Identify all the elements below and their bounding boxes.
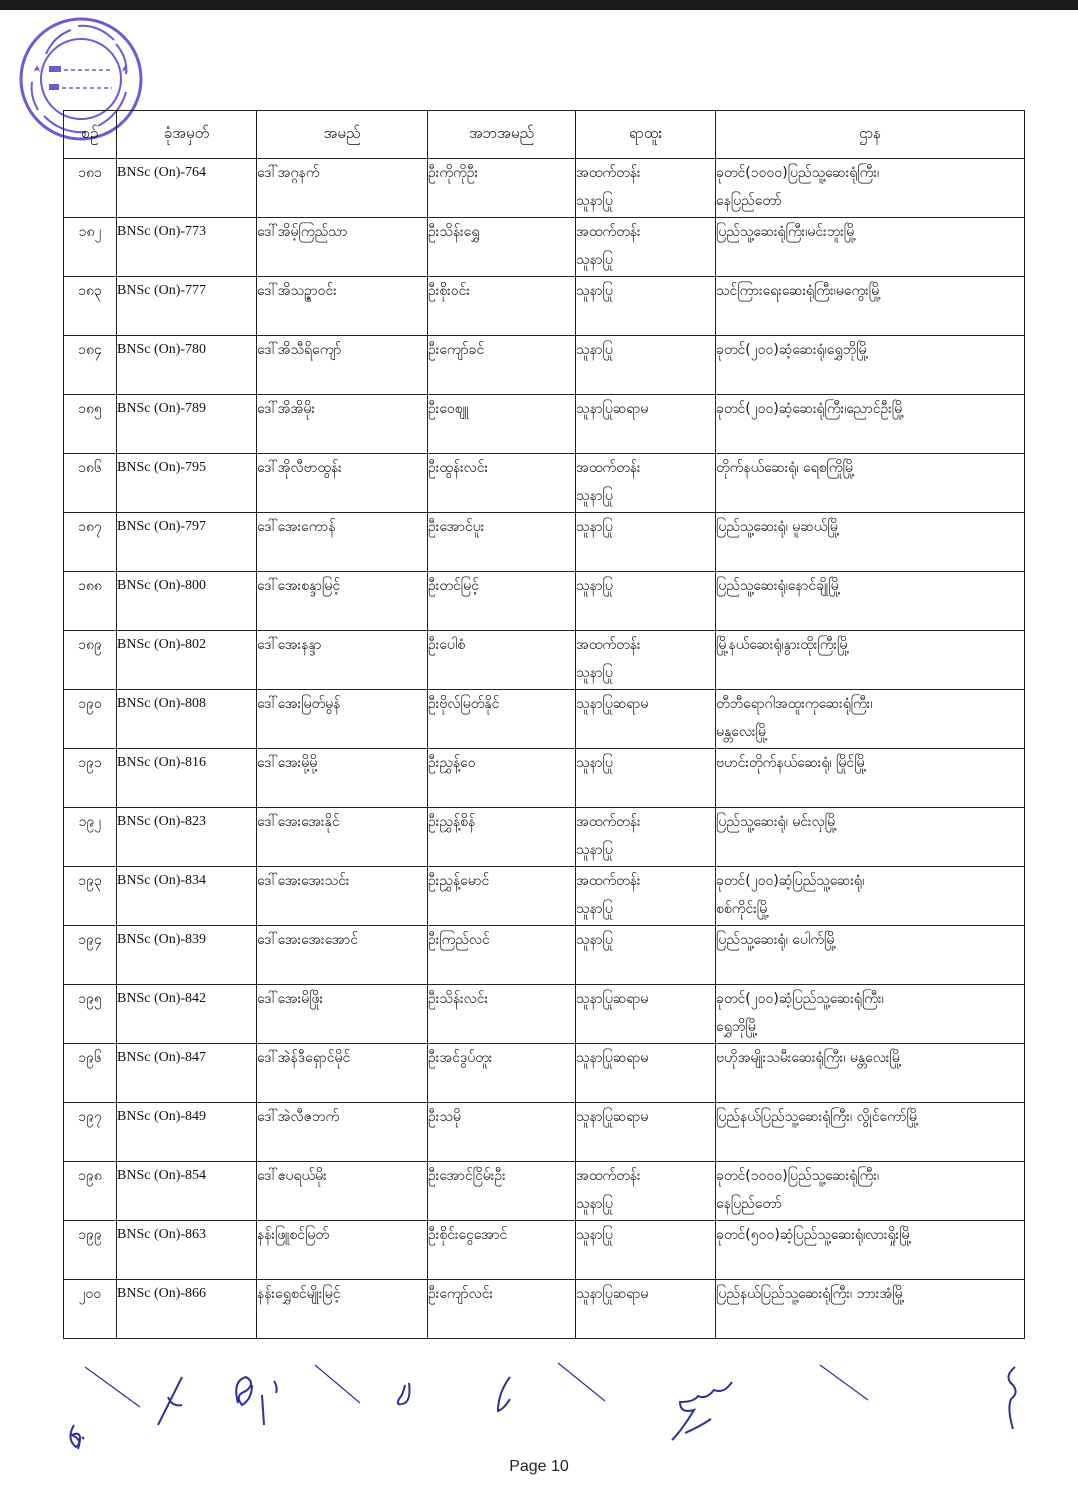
rank-line: သူနာပြု [576, 342, 613, 358]
department-line: ပြည်နယ်ပြည်သူ့ဆေးရုံကြီး၊ ဘားအံမြို့ [716, 1286, 905, 1302]
seat-number-cell: BNSc (On)-823 [117, 808, 257, 867]
table-row [64, 867, 1025, 926]
serial-cell: ၁၈၈ [64, 572, 117, 631]
department-line: ဗဟိုအမျိုးသမီးဆေးရုံကြီး၊ မန္တလေးမြို့ [716, 1050, 902, 1066]
rank-cell [576, 867, 716, 926]
diagonal-stroke [85, 1367, 140, 1407]
rank-line: သူနာပြု [576, 252, 613, 268]
table-row [64, 572, 1025, 631]
rank-cell [576, 1162, 716, 1221]
father-name-cell: ဦးအောင်ငြိမ်းဦး [428, 1162, 576, 1221]
rank-cell [576, 749, 716, 808]
rank-cell [576, 985, 716, 1044]
department-line: တိုက်နယ်ဆေးရုံ၊ ရေစကြိုမြို့ [716, 460, 856, 476]
seat-number-cell: BNSc (On)-773 [117, 218, 257, 277]
rank-cell [576, 218, 716, 277]
serial-cell: ၁၈၉ [64, 631, 117, 690]
serial-cell: ၁၉၁ [64, 749, 117, 808]
rank-line: သူနာပြု [576, 283, 613, 299]
department-line: နေပြည်တော် [716, 1196, 782, 1212]
serial-cell: ၁၉၄ [64, 926, 117, 985]
department-cell [716, 1162, 1025, 1221]
serial-cell: ၁၈၆ [64, 454, 117, 513]
rank-line: သူနာပြုဆရာမ [576, 991, 649, 1007]
name-cell: ဒေါ်အဲန်ဒီရှောင်မိုင် [257, 1044, 428, 1103]
department-cell [716, 454, 1025, 513]
table-header-row [64, 111, 1025, 159]
department-line: ပြည်သူ့ဆေးရုံ၊နောင်ချိုမြို့ [716, 578, 841, 594]
name-cell: ဒေါ်အေးအေးသင်း [257, 867, 428, 926]
rank-line: အထက်တန်း [576, 873, 641, 889]
name-cell: နန်းရွှေစင်မျိုးမြင့် [257, 1280, 428, 1339]
table-row [64, 631, 1025, 690]
name-cell: ဒေါ်အေးမို့မို့ [257, 749, 428, 808]
department-cell [716, 926, 1025, 985]
rank-line: အထက်တန်း [576, 1168, 641, 1184]
name-cell: ဒေါ်အိအိမိုး [257, 395, 428, 454]
rank-cell [576, 395, 716, 454]
rank-cell [576, 1103, 716, 1162]
seat-number-cell: BNSc (On)-816 [117, 749, 257, 808]
seat-number-cell: BNSc (On)-795 [117, 454, 257, 513]
serial-cell: ၁၉၃ [64, 867, 117, 926]
department-cell [716, 572, 1025, 631]
table-row [64, 926, 1025, 985]
rank-line: သူနာပြု [576, 193, 613, 209]
department-line: စစ်ကိုင်းမြို့ [716, 901, 770, 917]
father-name-cell: ဦးစိုင်းငွေအောင် [428, 1221, 576, 1280]
serial-cell: ၁၉၀ [64, 690, 117, 749]
serial-cell: ၁၈၄ [64, 336, 117, 395]
signature-mark [236, 1377, 276, 1425]
seat-number-cell: BNSc (On)-780 [117, 336, 257, 395]
name-cell: ဒေါ်အဲလီဇဘက် [257, 1103, 428, 1162]
father-name-cell: ဦးဗိုလ်မြတ်နိုင် [428, 690, 576, 749]
signature-mark [158, 1377, 182, 1425]
rank-line: သူနာပြု [576, 755, 613, 771]
seat-number-cell: BNSc (On)-854 [117, 1162, 257, 1221]
name-cell: ဒေါ်အေးမြတ်မွန် [257, 690, 428, 749]
header-department: ဌာန [716, 111, 1025, 159]
department-line: ခုတင်(၂၀၀)ဆံ့ပြည်သူ့ဆေးရုံ၊ [716, 873, 865, 889]
table-row [64, 336, 1025, 395]
name-cell: နန်းဖြူစင်မြတ် [257, 1221, 428, 1280]
serial-cell: ၁၈၇ [64, 513, 117, 572]
name-cell: ဒေါ်အေးကောန် [257, 513, 428, 572]
table-row [64, 513, 1025, 572]
table-row [64, 1103, 1025, 1162]
header-name: အမည် [257, 111, 428, 159]
father-name-cell: ဦးတင်မြင့် [428, 572, 576, 631]
rank-cell [576, 513, 716, 572]
father-name-cell: ဦးညွှန့်မောင် [428, 867, 576, 926]
department-line: မန္တလေးမြို့ [716, 724, 769, 740]
department-line: ခုတင်(၁၀၀၀)ပြည်သူ့ဆေးရုံကြီး၊ [716, 1168, 880, 1184]
father-name-cell: ဦးသိန်းလင်း [428, 985, 576, 1044]
rank-line: အထက်တန်း [576, 637, 641, 653]
department-line: ခုတင်(၂၀၀)ဆံ့ဆေးရုံ၊ရွှေဘိုမြို့ [716, 342, 869, 358]
name-cell: ဒေါ်အဂ္ဂနက် [257, 159, 428, 218]
seat-number-cell: BNSc (On)-808 [117, 690, 257, 749]
rank-line: သူနာပြုဆရာမ [576, 1109, 649, 1125]
department-cell [716, 513, 1025, 572]
seat-number-cell: BNSc (On)-777 [117, 277, 257, 336]
department-cell [716, 867, 1025, 926]
rank-line: သူနာပြု [576, 488, 613, 504]
rank-cell [576, 336, 716, 395]
signatures-area [60, 1355, 1020, 1455]
department-line: ရွှေဘိုမြို့ [716, 1019, 758, 1035]
serial-cell: ၁၉၈ [64, 1162, 117, 1221]
rank-cell [576, 572, 716, 631]
rank-line: အထက်တန်း [576, 224, 641, 240]
department-cell [716, 631, 1025, 690]
father-name-cell: ဦးစိုးဝင်း [428, 277, 576, 336]
serial-cell: ၁၉၉ [64, 1221, 117, 1280]
name-cell: ဒေါ်အိသဥ္ဇာဝင်း [257, 277, 428, 336]
rank-cell [576, 159, 716, 218]
department-line: ပြည်နယ်ပြည်သူ့ဆေးရုံကြီး၊ လွိုင်ကော်မြို့ [716, 1109, 920, 1125]
name-cell: ဒေါ်အေးနန္ဒာ [257, 631, 428, 690]
table-row [64, 218, 1025, 277]
department-line: ပြည်သူ့ဆေးရုံကြီး၊မင်းဘူးမြို့ [716, 224, 857, 240]
seat-number-cell: BNSc (On)-863 [117, 1221, 257, 1280]
serial-cell: ၁၈၁ [64, 159, 117, 218]
table-row [64, 1044, 1025, 1103]
seat-number-cell: BNSc (On)-834 [117, 867, 257, 926]
father-name-cell: ဦးထွန်းလင်း [428, 454, 576, 513]
serial-cell: ၁၈၃ [64, 277, 117, 336]
header-serial: စဉ် [64, 111, 117, 159]
diagonal-stroke [558, 1363, 605, 1401]
seat-number-cell: BNSc (On)-764 [117, 159, 257, 218]
father-name-cell: ဦးအင်ဒွပ်တူး [428, 1044, 576, 1103]
name-cell: ဒေါ်အေးမိဖြိုး [257, 985, 428, 1044]
serial-cell: ၁၉၇ [64, 1103, 117, 1162]
seat-number-cell: BNSc (On)-847 [117, 1044, 257, 1103]
table-row [64, 395, 1025, 454]
seat-number-cell: BNSc (On)-866 [117, 1280, 257, 1339]
department-line: ခုတင်(၅၀၀)ဆံ့ပြည်သူ့ဆေးရုံ၊လားရှိုးမြို့ [716, 1227, 912, 1243]
department-cell [716, 1280, 1025, 1339]
father-name-cell: ဦးကြည်လင် [428, 926, 576, 985]
signature-mark [70, 1425, 84, 1449]
rank-cell [576, 1221, 716, 1280]
rank-line: အထက်တန်း [576, 165, 641, 181]
table-row [64, 277, 1025, 336]
serial-cell: ၂၀၀ [64, 1280, 117, 1339]
department-line: နေပြည်တော် [716, 193, 782, 209]
table-row [64, 808, 1025, 867]
name-cell: ဒေါ်အေးအေးနိုင် [257, 808, 428, 867]
department-line: ပြည်သူ့ဆေးရုံ၊ မင်းလှမြို့ [716, 814, 838, 830]
nominee-table [63, 110, 1025, 1339]
father-name-cell: ဦးအောင်ပူး [428, 513, 576, 572]
name-cell: ဒေါ်အိုလီဗာထွန်း [257, 454, 428, 513]
department-line: ပြည်သူ့ဆေးရုံ၊ ပေါက်မြို့ [716, 932, 837, 948]
seat-number-cell: BNSc (On)-839 [117, 926, 257, 985]
rank-line: အထက်တန်း [576, 460, 641, 476]
table-row [64, 1280, 1025, 1339]
department-cell [716, 1044, 1025, 1103]
seat-number-cell: BNSc (On)-797 [117, 513, 257, 572]
rank-line: သူနာပြုဆရာမ [576, 1286, 649, 1302]
department-line: သင်ကြားရေးဆေးရုံကြီး၊မကွေးမြို့ [716, 283, 882, 299]
table-row [64, 690, 1025, 749]
seat-number-cell: BNSc (On)-800 [117, 572, 257, 631]
department-cell [716, 690, 1025, 749]
father-name-cell: ဦးညွှန့်စိန် [428, 808, 576, 867]
page-number: Page 10 [509, 1458, 569, 1475]
rank-line: သူနာပြု [576, 932, 613, 948]
seat-number-cell: BNSc (On)-849 [117, 1103, 257, 1162]
department-line: ဗဟင်းတိုက်နယ်ဆေးရုံ၊ မြိုင်မြို့ [716, 755, 867, 771]
name-cell: ဒေါ်အေးစန္ဒာမြင့် [257, 572, 428, 631]
department-line: ခုတင်(၂၀၀)ဆံ့ဆေးရုံကြီး၊ညောင်ဦးမြို့ [716, 401, 905, 417]
department-cell [716, 985, 1025, 1044]
rank-line: အထက်တန်း [576, 814, 641, 830]
father-name-cell: ဦးကျော်ခင် [428, 336, 576, 395]
father-name-cell: ဦးဝေစျူ [428, 395, 576, 454]
rank-cell [576, 926, 716, 985]
department-cell [716, 159, 1025, 218]
table-row [64, 749, 1025, 808]
serial-cell: ၁၉၂ [64, 808, 117, 867]
rank-cell [576, 454, 716, 513]
header-rank: ရာထူး [576, 111, 716, 159]
signature-mark [498, 1377, 510, 1411]
signature-mark [672, 1382, 732, 1440]
seat-number-cell: BNSc (On)-789 [117, 395, 257, 454]
serial-cell: ၁၉၆ [64, 1044, 117, 1103]
signature-mark [398, 1383, 410, 1404]
rank-line: သူနာပြု [576, 519, 613, 535]
rank-cell [576, 631, 716, 690]
diagonal-stroke [820, 1365, 868, 1400]
department-cell [716, 749, 1025, 808]
table-row [64, 985, 1025, 1044]
department-line: တီဘီရောဂါအထူးကုဆေးရုံကြီး၊ [716, 696, 873, 712]
rank-line: သူနာပြု [576, 1227, 613, 1243]
serial-cell: ၁၉၅ [64, 985, 117, 1044]
rank-line: သူနာပြု [576, 842, 613, 858]
department-line: ခုတင်(၂၀၀)ဆံ့ပြည်သူ့ဆေးရုံကြီး၊ [716, 991, 884, 1007]
rank-cell [576, 690, 716, 749]
signature-mark [1008, 1367, 1015, 1429]
rank-line: သူနာပြုဆရာမ [576, 401, 649, 417]
name-cell: ဒေါ်အေးအေးအောင် [257, 926, 428, 985]
table-row [64, 159, 1025, 218]
diagonal-stroke [315, 1365, 360, 1403]
department-line: မြို့နယ်ဆေးရုံ၊နွားထိုးကြီးမြို့ [716, 637, 850, 653]
rank-line: သူနာပြုဆရာမ [576, 696, 649, 712]
rank-line: သူနာပြု [576, 901, 613, 917]
seat-number-cell: BNSc (On)-802 [117, 631, 257, 690]
department-cell [716, 336, 1025, 395]
father-name-cell: ဦးသိန်းရွှေ [428, 218, 576, 277]
table-row [64, 1162, 1025, 1221]
department-cell [716, 395, 1025, 454]
father-name-cell: ဦးပေါစံ [428, 631, 576, 690]
department-line: ခုတင်(၁၀၀၀)ပြည်သူ့ဆေးရုံကြီး၊ [716, 165, 880, 181]
serial-cell: ၁၈၅ [64, 395, 117, 454]
father-name-cell: ဦးကိုကိုဦး [428, 159, 576, 218]
header-seat-number: ခုံအမှတ် [117, 111, 257, 159]
father-name-cell: ဦးကျော်လင်း [428, 1280, 576, 1339]
rank-line: သူနာပြု [576, 578, 613, 594]
rank-line: သူနာပြု [576, 665, 613, 681]
top-edge-bar [0, 0, 1078, 10]
name-cell: ဒေါ်အိမ့်ကြည်သာ [257, 218, 428, 277]
table-row [64, 1221, 1025, 1280]
department-cell [716, 1103, 1025, 1162]
serial-cell: ၁၈၂ [64, 218, 117, 277]
rank-line: သူနာပြု [576, 1196, 613, 1212]
department-cell [716, 277, 1025, 336]
name-cell: ဒေါ်ဧပရယ်မိုး [257, 1162, 428, 1221]
rank-cell [576, 1044, 716, 1103]
rank-cell [576, 277, 716, 336]
department-cell [716, 808, 1025, 867]
rank-cell [576, 808, 716, 867]
department-line: ပြည်သူ့ဆေးရုံ၊ မူဆယ်မြို့ [716, 519, 840, 535]
name-cell: ဒေါ်အိသီရိကျော် [257, 336, 428, 395]
header-father-name: အဘအမည် [428, 111, 576, 159]
rank-cell [576, 1280, 716, 1339]
department-cell [716, 218, 1025, 277]
table-row [64, 454, 1025, 513]
father-name-cell: ဦးညွှန့်ဝေ [428, 749, 576, 808]
department-cell [716, 1221, 1025, 1280]
seat-number-cell: BNSc (On)-842 [117, 985, 257, 1044]
father-name-cell: ဦးသမို [428, 1103, 576, 1162]
rank-line: သူနာပြုဆရာမ [576, 1050, 649, 1066]
